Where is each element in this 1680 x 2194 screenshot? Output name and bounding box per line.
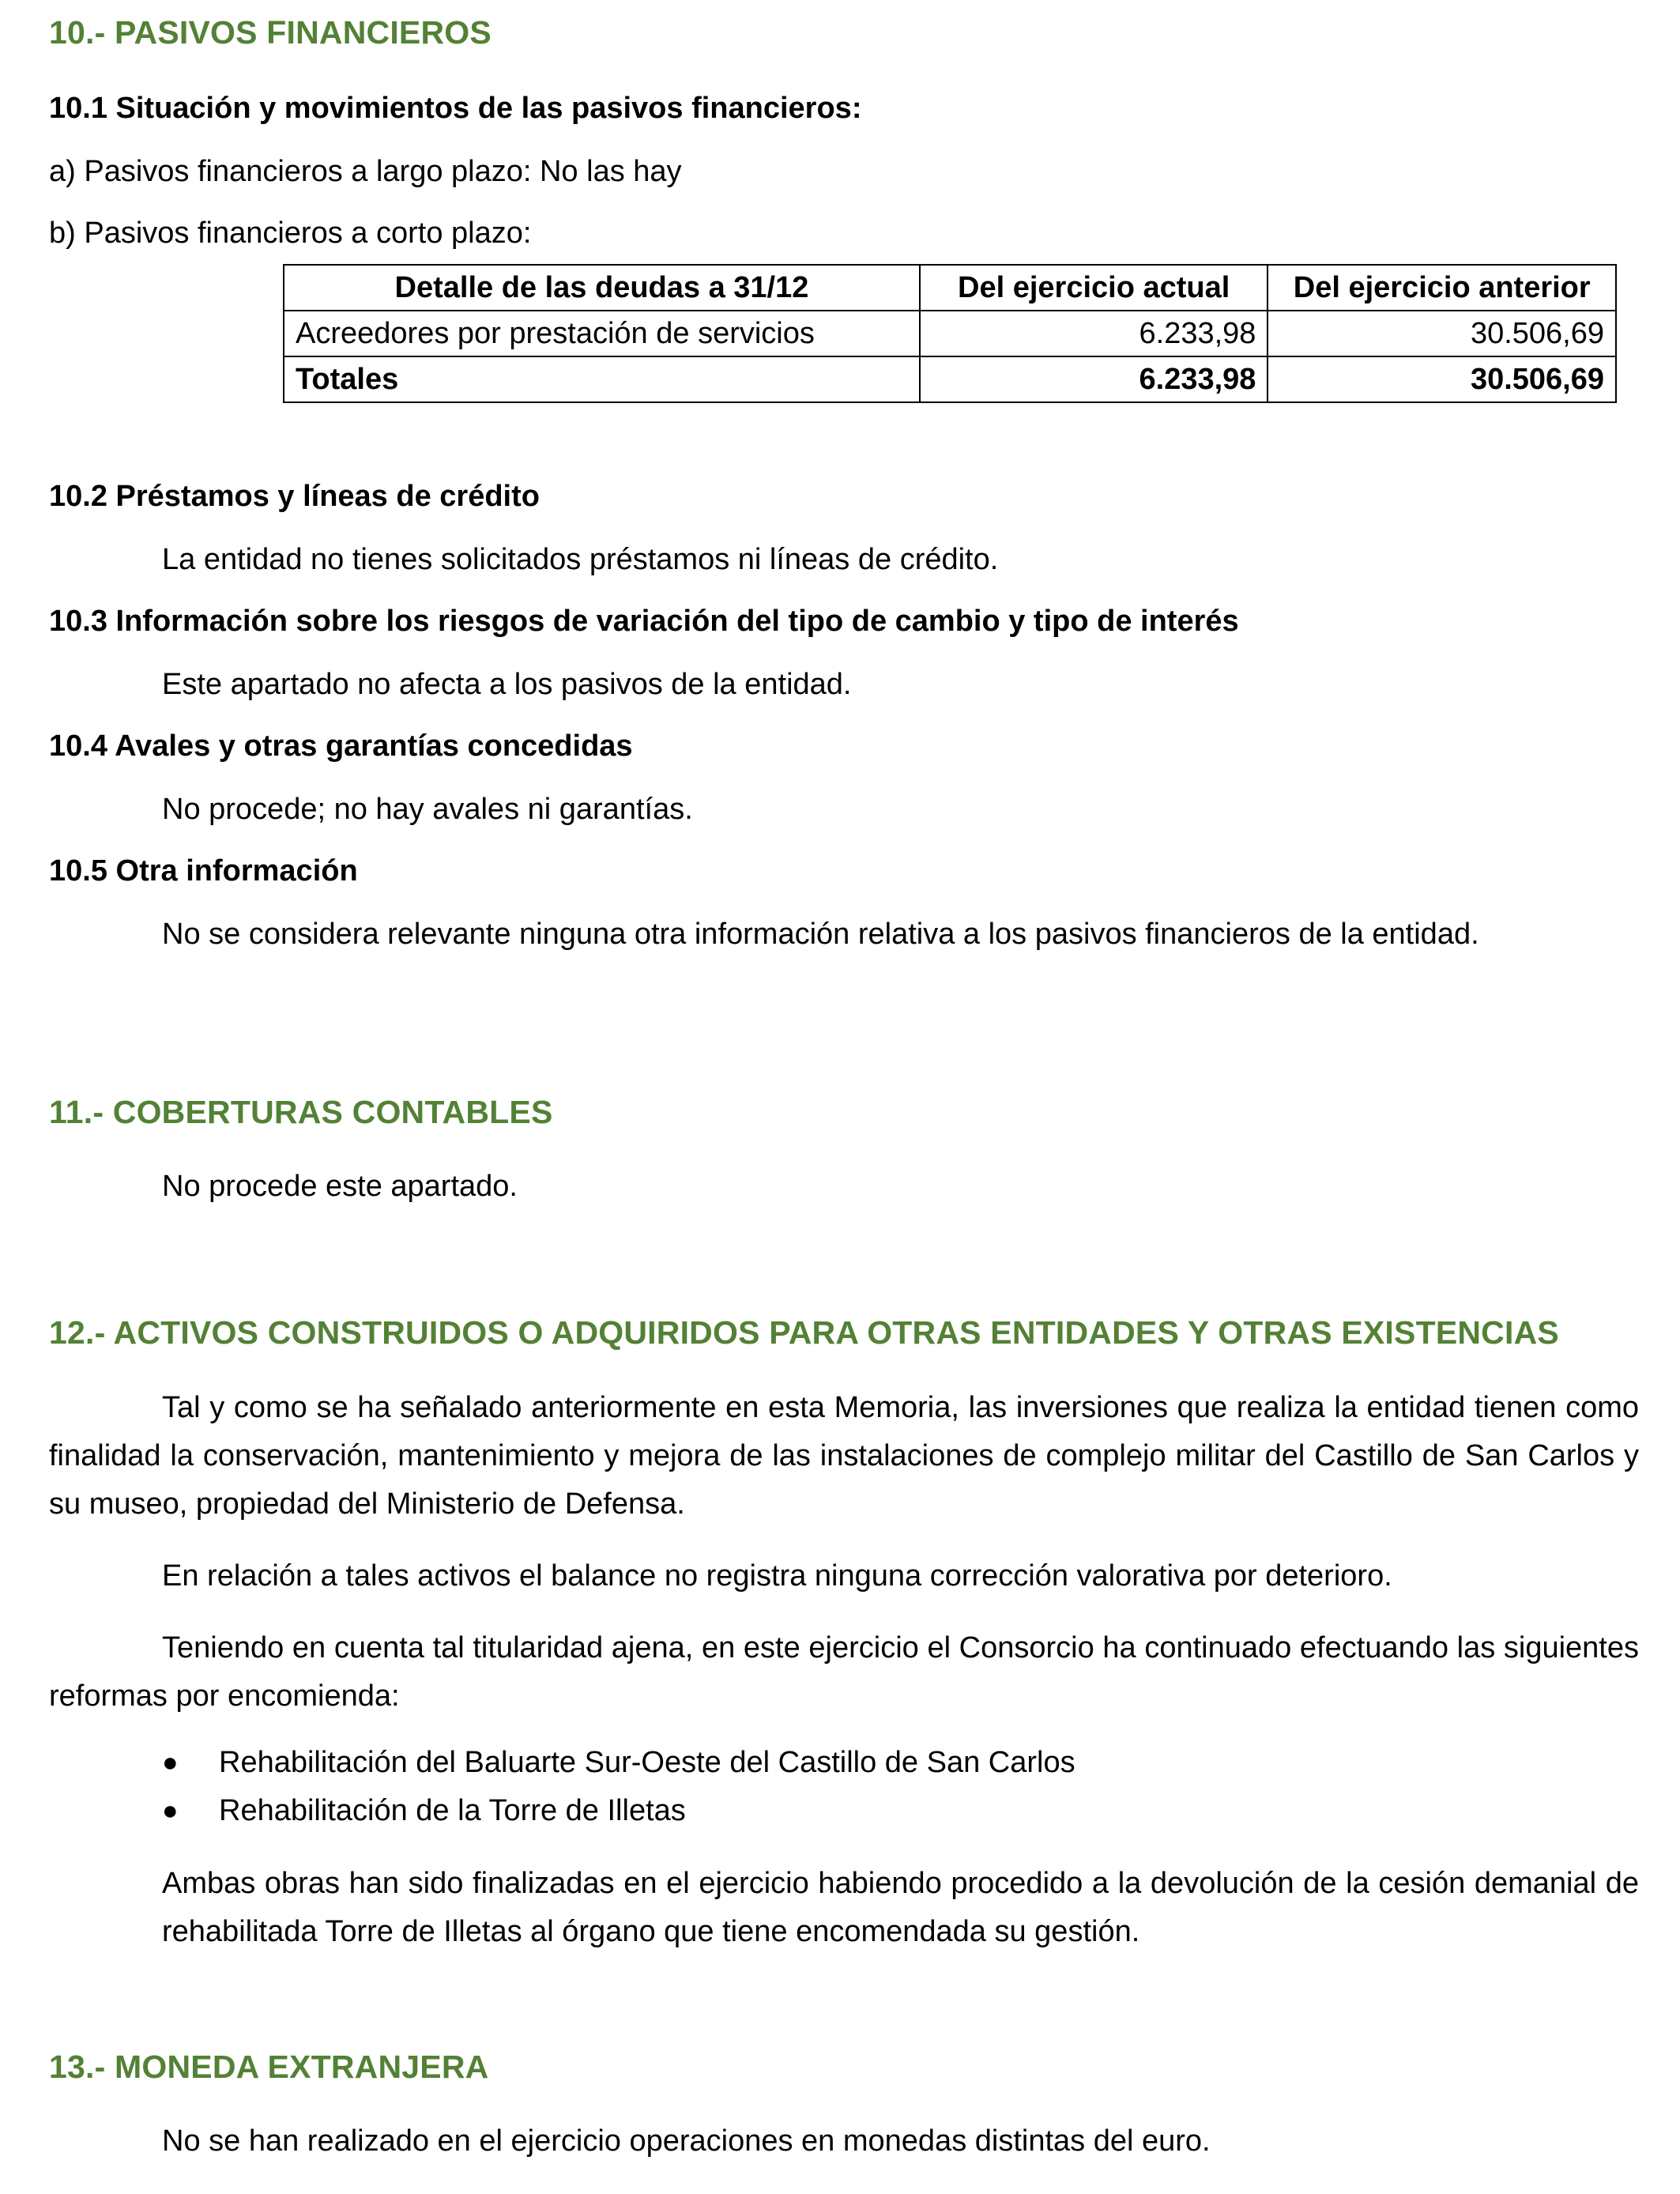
item-a-long-term: a) Pasivos financieros a largo plazo: No las hay [49,155,682,188]
table-total-row [284,356,1616,402]
section-10-5-title: 10.5 Otra información [49,854,358,888]
section-12-paragraph-3: Teniendo en cuenta tal titularidad ajena, en este ejercicio el Consorcio ha continuado efectuando las siguientes reformas por encomienda: [49,1631,1639,1713]
bullet-icon: ● [162,1796,179,1826]
section-12-title: 12.- ACTIVOS CONSTRUIDOS O ADQUIRIDOS PARA OTRAS ENTIDADES Y OTRAS EXISTENCIAS [49,1314,1559,1351]
section-10-1-title: 10.1 Situación y movimientos de las pasivos financieros: [49,92,862,125]
total-previous: 30.506,69 [1268,356,1616,402]
section-11-title: 11.- COBERTURAS CONTABLES [49,1094,553,1130]
bullet-icon: ● [162,1747,179,1777]
section-13-text: No se han realizado en el ejercicio operaciones en monedas distintas del euro. [162,2124,1211,2158]
total-label: Totales [284,356,920,402]
section-10-5-text: No se considera relevante ninguna otra información relativa a los pasivos financieros de la entidad. [162,918,1479,951]
section-10-3-text: Este apartado no afecta a los pasivos de la entidad. [162,668,852,701]
section-12-paragraph-1: Tal y como se ha señalado anteriormente en esta Memoria, las inversiones que realiza la entidad tienen como finalidad la conservación, mantenimiento y mejora de las instalaciones de complejo militar del Castillo de San Carlos y su museo, propiedad del Ministerio de Defensa. [49,1391,1639,1521]
section-10-2-text: La entidad no tienes solicitados préstamos ni líneas de crédito. [162,543,999,576]
item-b-short-term: b) Pasivos financieros a corto plazo: [49,217,532,250]
section-10-4-text: No procede; no hay avales ni garantías. [162,793,693,826]
section-11-text: No procede este apartado. [162,1170,518,1203]
table-row [284,311,1616,356]
row-label: Acreedores por prestación de servicios [284,311,920,356]
list-item: ● Rehabilitación de la Torre de Illetas [162,1787,1075,1835]
section-13-title: 13.- MONEDA EXTRANJERA [49,2049,489,2085]
table-header-row [284,265,1616,311]
row-previous: 30.506,69 [1268,311,1616,356]
reforms-list [162,1739,1075,1835]
section-10-title: 10.- PASIVOS FINANCIEROS [49,14,492,51]
header-previous-year: Del ejercicio anterior [1268,265,1616,311]
list-item: ● Rehabilitación del Baluarte Sur-Oeste del Castillo de San Carlos [162,1739,1075,1787]
section-12-paragraph-2: En relación a tales activos el balance no registra ninguna corrección valorativa por deterioro. [162,1559,1392,1593]
total-current: 6.233,98 [920,356,1268,402]
section-10-3-title: 10.3 Información sobre los riesgos de variación del tipo de cambio y tipo de interés [49,605,1239,638]
row-current: 6.233,98 [920,311,1268,356]
section-12-paragraph-4: Ambas obras han sido finalizadas en el ejercicio habiendo procedido a la devolución de la cesión demanial de rehabilitada Torre de Illetas al órgano que tiene encomendada su gestión. [162,1867,1639,1948]
section-10-2-title: 10.2 Préstamos y líneas de crédito [49,480,540,513]
header-detail: Detalle de las deudas a 31/12 [284,265,920,311]
header-current-year: Del ejercicio actual [920,265,1268,311]
debts-table [283,264,1617,403]
section-10-4-title: 10.4 Avales y otras garantías concedidas [49,729,633,763]
